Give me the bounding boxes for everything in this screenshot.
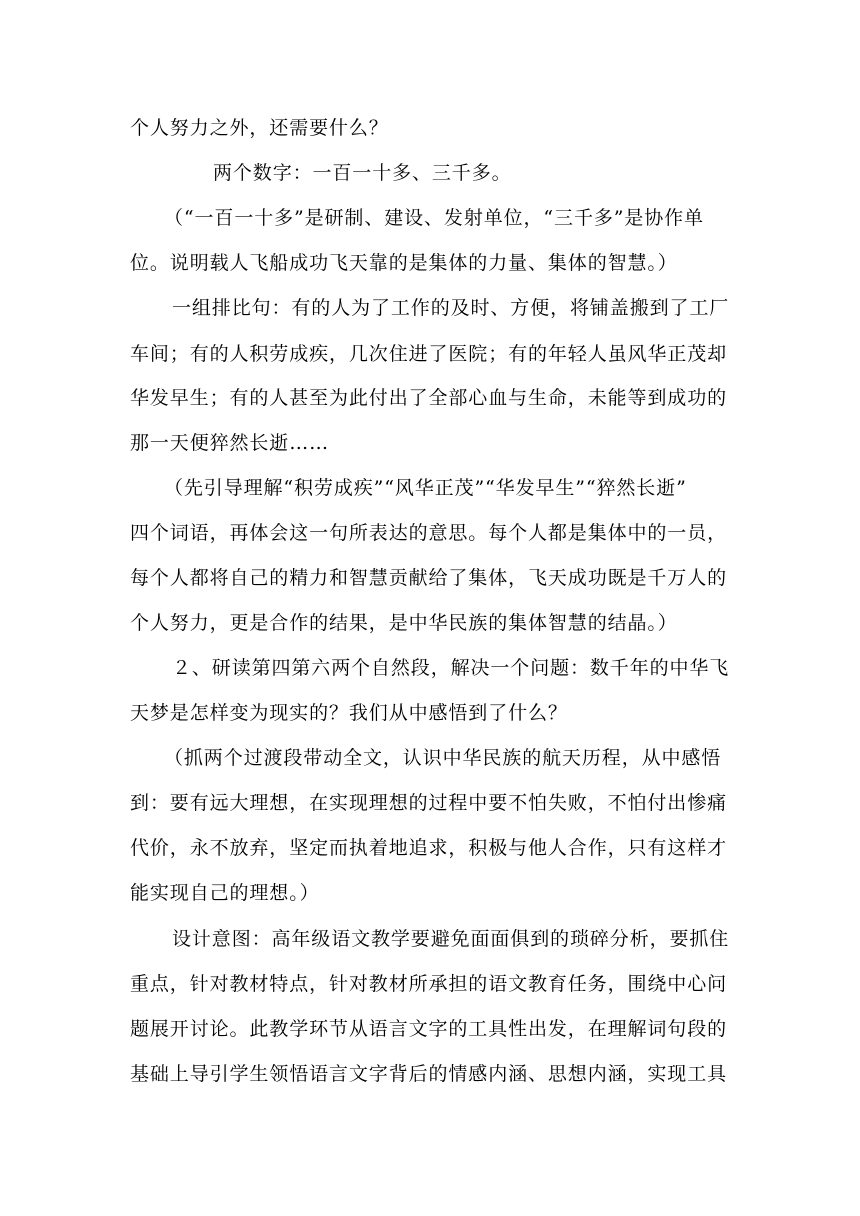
text-line: 基础上导引学生领悟语言文字背后的情感内涵、思想内涵，实现工具 (130, 1063, 728, 1085)
text-line: （先引导理解“积劳成疾”“风华正茂”“华发早生”“猝然长逝” (164, 477, 687, 499)
text-line: 四个词语，再体会这一句所表达的意思。每个人都是集体中的一员， (130, 522, 728, 544)
text-line: 重点，针对教材特点，针对教材所承担的语文教育任务，围绕中心问 (130, 973, 728, 995)
text-line: 两个数字：一百一十多、三千多。 (213, 162, 512, 184)
text-line: ２、研读第四第六两个自然段，解决一个问题：数千年的中华飞 (172, 657, 730, 679)
text-line: 个人努力，更是合作的结果，是中华民族的集体智慧的结晶。） (130, 612, 678, 634)
text-line: （抓两个过渡段带动全文，认识中华民族的航天历程，从中感悟 (164, 747, 722, 769)
text-line: 到：要有远大理想，在实现理想的过程中要不怕失败，不怕付出惨痛 (130, 792, 728, 814)
text-line: 华发早生；有的人甚至为此付出了全部心血与生命，未能等到成功的 (130, 387, 728, 409)
text-line: 车间；有的人积劳成疾，几次住进了医院；有的年轻人虽风华正茂却 (130, 343, 728, 365)
text-line: 那一天便猝然长逝…… (130, 432, 330, 454)
text-line: 个人努力之外，还需要什么？ (130, 117, 389, 139)
text-line: 题展开讨论。此教学环节从语言文字的工具性出发，在理解词句段的 (130, 1018, 728, 1040)
text-line: 能实现自己的理想。） (130, 882, 320, 904)
text-line: 一组排比句：有的人为了工作的及时、方便，将铺盖搬到了工厂 (172, 297, 730, 319)
text-line: 代价，永不放弃，坚定而执着地追求，积极与他人合作，只有这样才 (130, 837, 728, 859)
text-line: 设计意图：高年级语文教学要避免面面俱到的琐碎分析，要抓住 (172, 928, 730, 950)
text-line: （“一百一十多”是研制、建设、发射单位，“三千多”是协作单 (164, 207, 704, 229)
text-line: 天梦是怎样变为现实的？我们从中感悟到了什么？ (130, 702, 568, 724)
text-line: 位。说明载人飞船成功飞天靠的是集体的力量、集体的智慧。） (130, 252, 678, 274)
text-line: 每个人都将自己的精力和智慧贡献给了集体，飞天成功既是千万人的 (130, 567, 728, 589)
